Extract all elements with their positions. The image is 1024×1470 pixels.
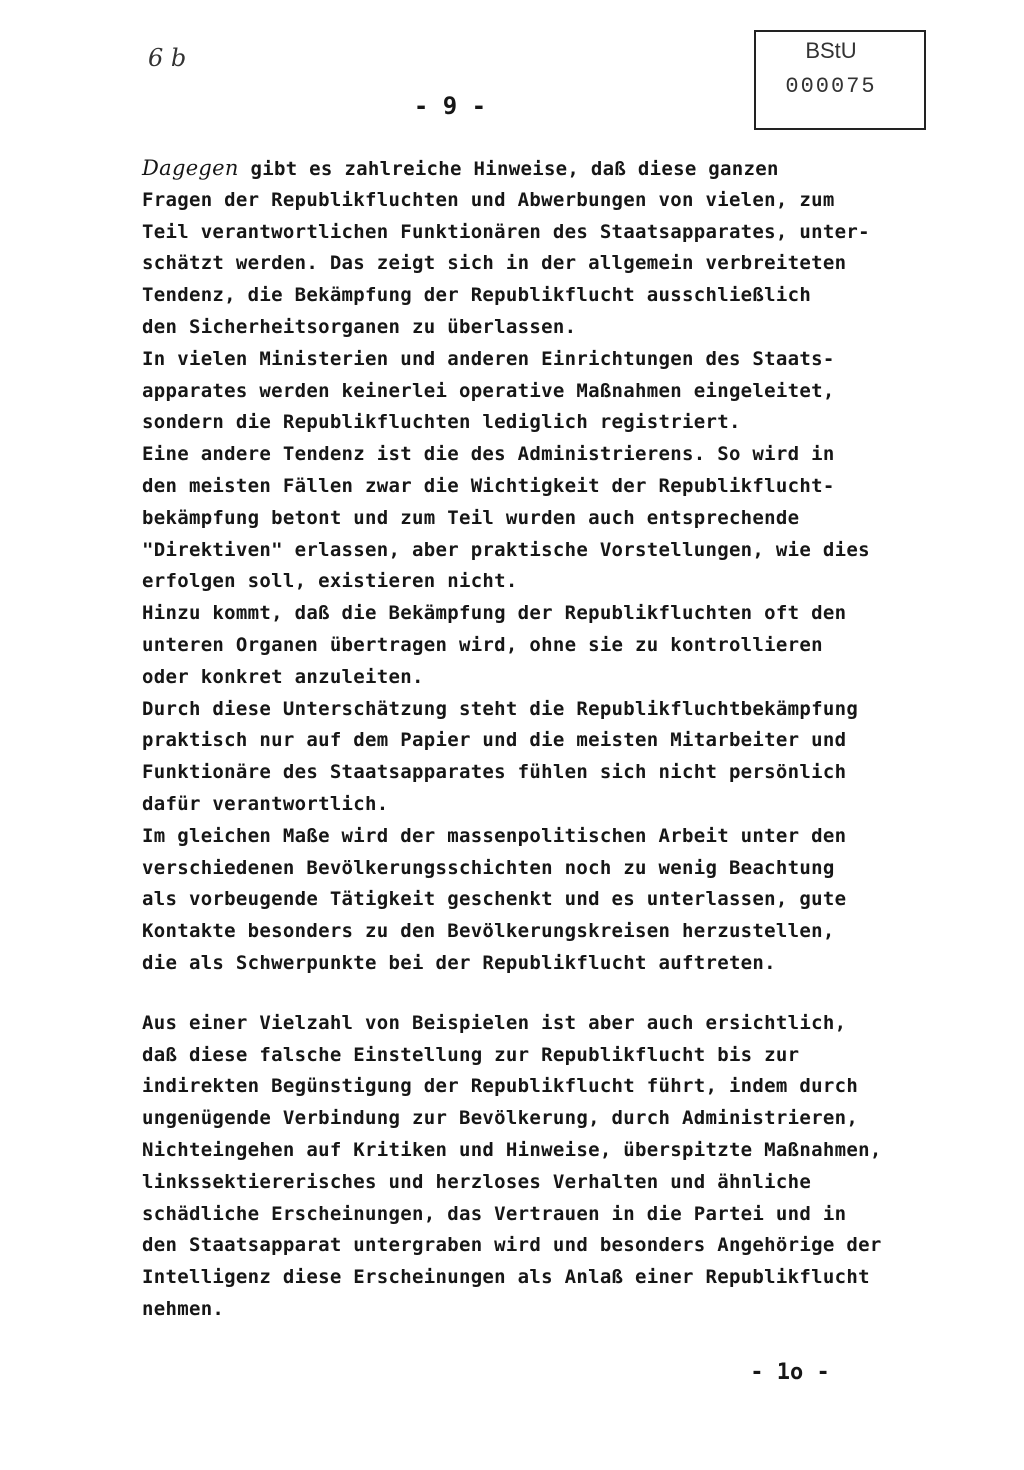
paragraph-1 (142, 153, 972, 980)
text-line: bekämpfung betont und zum Teil wurden auch entsprechende (142, 506, 800, 529)
text-line: den Staatsapparat untergraben wird und besonders Angehörige der (142, 1234, 882, 1257)
text-line: dafür verantwortlich. (142, 792, 389, 815)
stamp-number: 000075 (785, 74, 877, 99)
text-line: "Direktiven" erlassen, aber praktische Vorstellungen, wie dies (142, 538, 870, 561)
text-line: oder konkret anzuleiten. (142, 665, 424, 688)
text-line: den Sicherheitsorganen zu überlassen. (142, 315, 577, 338)
page-number-bottom: - 1o - (750, 1360, 830, 1385)
line-text: gibt es zahlreiche Hinweise, daß diese ganzen (238, 158, 779, 180)
text-line: als vorbeugende Tätigkeit geschenkt und es unterlassen, gute (142, 888, 847, 911)
page-number-top: - 9 - (413, 92, 487, 120)
text-line: linkssektiererisches und herzloses Verhalten und ähnliche (142, 1170, 812, 1193)
paragraph-2 (142, 1008, 972, 1326)
text-line: apparates werden keinerlei operative Maßnahmen eingeleitet, (142, 379, 835, 402)
text-line: schädliche Erscheinungen, das Vertrauen in die Partei und in (142, 1202, 847, 1225)
text-line: Kontakte besonders zu den Bevölkerungskreisen herzustellen, (142, 920, 835, 943)
text-line: Nichteingehen auf Kritiken und Hinweise, überspitzte Maßnahmen, (142, 1138, 882, 1161)
handwritten-page-mark: 6 b (148, 44, 187, 72)
text-line: indirekten Begünstigung der Republikflucht führt, indem durch (142, 1075, 859, 1098)
archive-stamp (754, 30, 926, 130)
text-line: Intelligenz diese Erscheinungen als Anlaß einer Republikflucht (142, 1266, 870, 1289)
text-line: Tendenz, die Bekämpfung der Republikflucht ausschließlich (142, 284, 812, 307)
paragraph-gap (142, 980, 972, 1008)
text-line: Aus einer Vielzahl von Beispielen ist aber auch ersichtlich, (142, 1011, 847, 1034)
text-line: die als Schwerpunkte bei der Republikflucht auftreten. (142, 951, 776, 974)
text-line: Funktionäre des Staatsapparates fühlen sich nicht persönlich (142, 761, 847, 784)
text-line: unteren Organen übertragen wird, ohne sie zu kontrollieren (142, 633, 823, 656)
text-line: Hinzu kommt, daß die Bekämpfung der Republikfluchten oft den (142, 602, 847, 625)
text-line: Fragen der Republikfluchten und Abwerbungen von vielen, zum (142, 188, 835, 211)
text-line: verschiedenen Bevölkerungsschichten noch zu wenig Beachtung (142, 856, 835, 879)
body-text (142, 153, 972, 1326)
stamp-archive-label: BStU (805, 38, 857, 63)
text-line: Teil verantwortlichen Funktionären des Staatsapparates, unter- (142, 220, 870, 243)
text-line: nehmen. (142, 1297, 225, 1320)
text-line: sondern die Republikfluchten lediglich registriert. (142, 411, 741, 434)
text-line: Eine andere Tendenz ist die des Administrierens. So wird in (142, 443, 835, 466)
text-line: erfolgen soll, existieren nicht. (142, 570, 518, 593)
text-line: daß diese falsche Einstellung zur Republikflucht bis zur (142, 1043, 800, 1066)
handwritten-word: Dagegen (142, 156, 239, 180)
text-line: den meisten Fällen zwar die Wichtigkeit der Republikflucht- (142, 474, 835, 497)
text-line: In vielen Ministerien und anderen Einrichtungen des Staats- (142, 347, 835, 370)
text-line: Durch diese Unterschätzung steht die Republikfluchtbekämpfung (142, 697, 859, 720)
text-line: ungenügende Verbindung zur Bevölkerung, durch Administrieren, (142, 1107, 859, 1130)
text-line: Im gleichen Maße wird der massenpolitischen Arbeit unter den (142, 824, 847, 847)
text-line: praktisch nur auf dem Papier und die meisten Mitarbeiter und (142, 729, 847, 752)
text-line: schätzt werden. Das zeigt sich in der allgemein verbreiteten (142, 252, 847, 275)
text-line (142, 153, 972, 185)
